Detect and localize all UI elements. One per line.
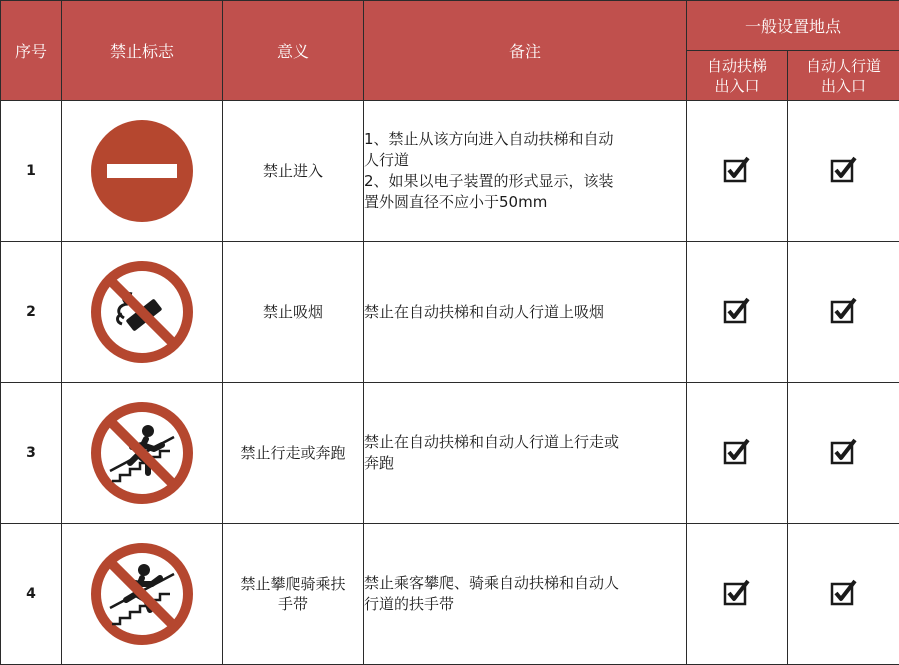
sign-cell — [62, 383, 223, 524]
remark-line: 奔跑 — [364, 453, 686, 474]
header-escalator-line2: 出入口 — [687, 76, 787, 96]
remark-cell — [364, 101, 687, 242]
row-number: 3 — [1, 383, 62, 524]
remark-cell — [364, 383, 687, 524]
header-walkway-line1: 自动人行道 — [788, 56, 899, 76]
remark-line: 禁止在自动扶梯和自动人行道上吸烟 — [364, 302, 686, 323]
meaning-cell — [223, 383, 364, 524]
sign-cell — [62, 524, 223, 665]
table-row — [1, 101, 899, 242]
header-location-group: 一般设置地点 — [687, 1, 899, 51]
header-sign: 禁止标志 — [62, 1, 223, 101]
no-smoking-icon — [90, 260, 194, 364]
remark-line: 行道的扶手带 — [364, 594, 686, 615]
escalator-check-cell — [687, 383, 788, 524]
header-remark: 备注 — [364, 1, 687, 101]
row-number: 4 — [1, 524, 62, 665]
header-walkway-entry — [788, 51, 899, 101]
meaning-cell — [223, 242, 364, 383]
header-meaning: 意义 — [223, 1, 364, 101]
remark-line: 禁止在自动扶梯和自动人行道上行走或 — [364, 432, 686, 453]
meaning-line: 禁止行走或奔跑 — [223, 443, 363, 463]
table-row — [1, 242, 899, 383]
no-climbing-handrail-icon — [90, 542, 194, 646]
checked-box-icon — [723, 155, 751, 183]
no-entry-icon — [90, 119, 194, 223]
header-seq: 序号 — [1, 1, 62, 101]
remark-line: 置外圆直径不应小于50mm — [364, 192, 686, 213]
walkway-check-cell — [788, 524, 899, 665]
escalator-check-cell — [687, 524, 788, 665]
remark-line: 人行道 — [364, 150, 686, 171]
meaning-cell — [223, 524, 364, 665]
table-row — [1, 524, 899, 665]
checked-box-icon — [723, 437, 751, 465]
sign-cell — [62, 242, 223, 383]
checked-box-icon — [723, 296, 751, 324]
row-number: 1 — [1, 101, 62, 242]
meaning-line: 禁止进入 — [223, 161, 363, 181]
remark-cell — [364, 524, 687, 665]
sign-cell — [62, 101, 223, 242]
checked-box-icon — [830, 437, 858, 465]
meaning-line: 手带 — [223, 594, 363, 614]
header-escalator-line1: 自动扶梯 — [687, 56, 787, 76]
row-number: 2 — [1, 242, 62, 383]
meaning-line: 禁止吸烟 — [223, 302, 363, 322]
remark-line: 禁止乘客攀爬、骑乘自动扶梯和自动人 — [364, 573, 686, 594]
remark-line: 2、如果以电子装置的形式显示，该装 — [364, 171, 686, 192]
meaning-line: 禁止攀爬骑乘扶 — [223, 574, 363, 594]
walkway-check-cell — [788, 101, 899, 242]
checked-box-icon — [723, 578, 751, 606]
meaning-cell — [223, 101, 364, 242]
table-row — [1, 383, 899, 524]
remark-line: 1、禁止从该方向进入自动扶梯和自动 — [364, 129, 686, 150]
checked-box-icon — [830, 155, 858, 183]
checked-box-icon — [830, 578, 858, 606]
walkway-check-cell — [788, 242, 899, 383]
escalator-check-cell — [687, 242, 788, 383]
header-escalator-entry — [687, 51, 788, 101]
header-walkway-line2: 出入口 — [788, 76, 899, 96]
checked-box-icon — [830, 296, 858, 324]
no-running-icon — [90, 401, 194, 505]
remark-cell — [364, 242, 687, 383]
escalator-check-cell — [687, 101, 788, 242]
walkway-check-cell — [788, 383, 899, 524]
